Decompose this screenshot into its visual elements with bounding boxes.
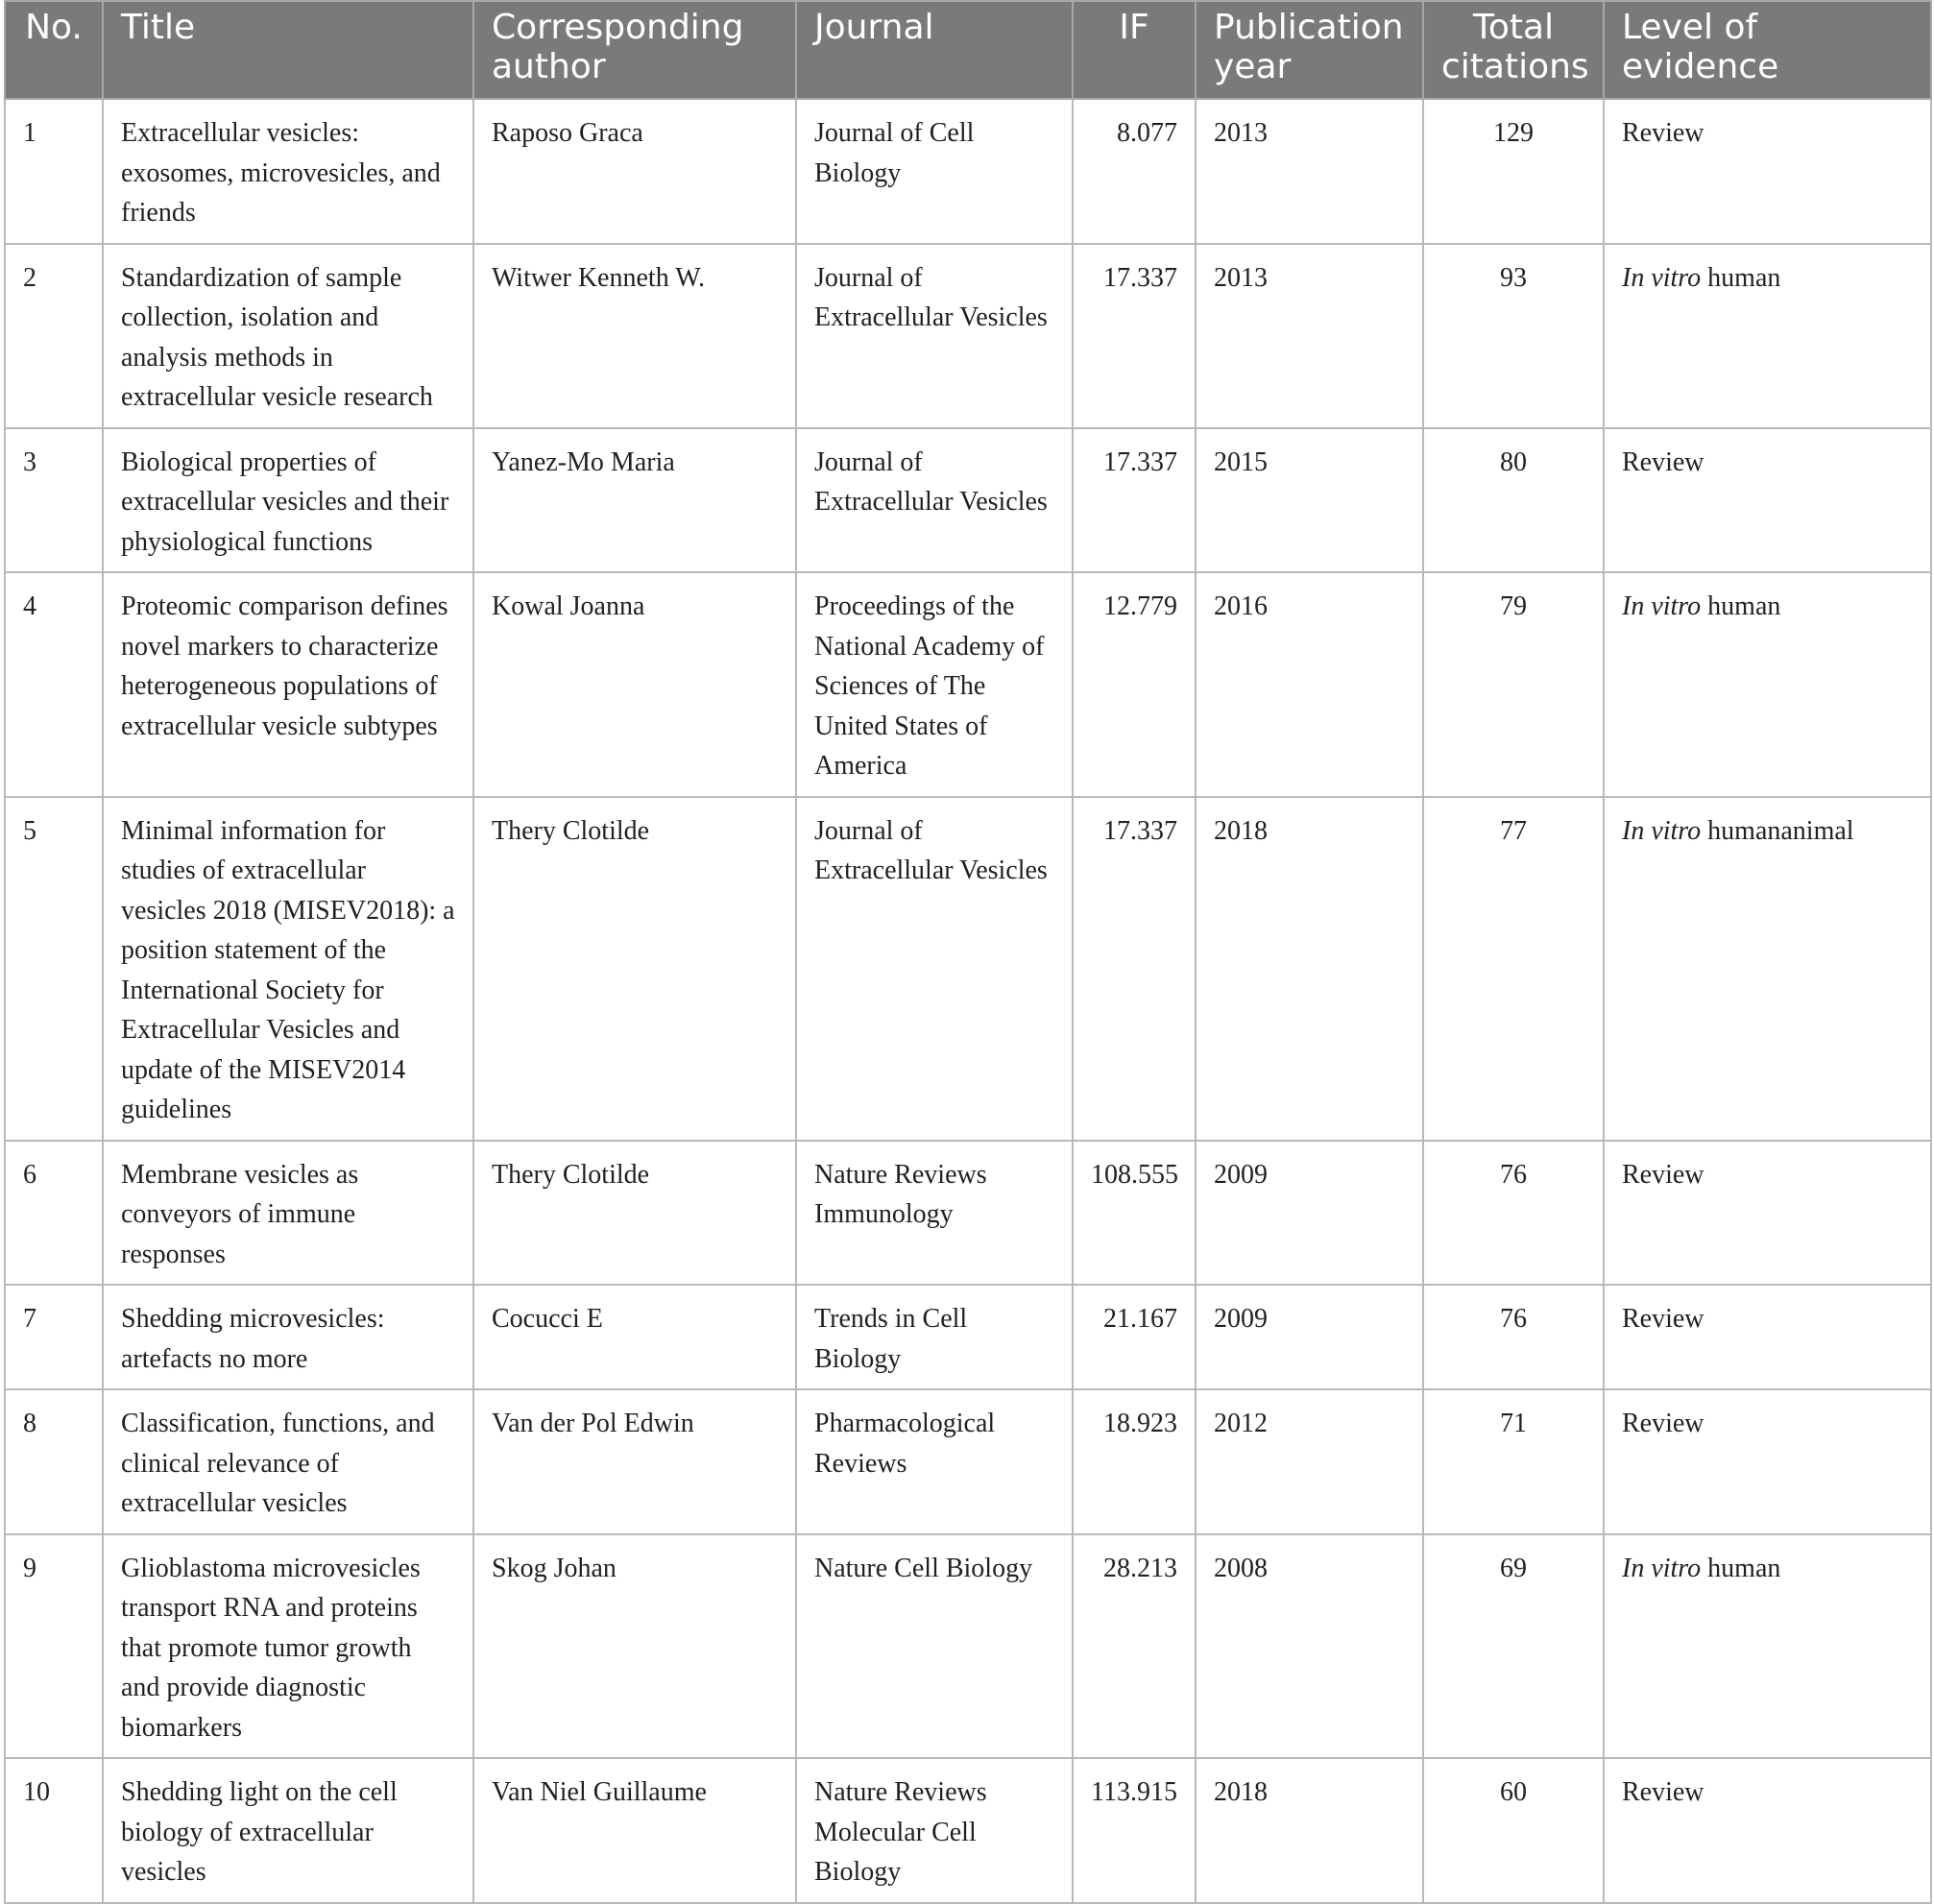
cell-year: 2016 [1196,572,1423,797]
cell-author: Raposo Graca [473,99,796,244]
cell-citations: 71 [1423,1389,1604,1534]
cell-journal: Journal of Extracellular Vesicles [796,797,1073,1141]
header-if: IF [1073,1,1196,99]
cell-citations: 79 [1423,572,1604,797]
cell-journal: Journal of Cell Biology [796,99,1073,244]
cell-title: Classification, functions, and clinical relevance of extracellular vesicles [103,1389,473,1534]
cell-author: Van der Pol Edwin [473,1389,796,1534]
evidence-text: Review [1622,1409,1704,1438]
cell-citations: 76 [1423,1285,1604,1389]
cell-author: Skog Johan [473,1534,796,1759]
table-row [5,244,1931,428]
evidence-text: Review [1622,118,1704,148]
cell-citations: 93 [1423,244,1604,428]
cell-title: Membrane vesicles as conveyors of immune responses [103,1141,473,1286]
table-row [5,1141,1931,1286]
cell-if: 8.077 [1073,99,1196,244]
evidence-italic: In vitro [1622,1553,1702,1583]
cell-no: 2 [5,244,103,428]
cell-title: Glioblastoma microvesicles transport RNA and proteins that promote tumor growth and provide diagnostic biomarkers [103,1534,473,1759]
cell-journal: Nature Reviews Immunology [796,1141,1073,1286]
cell-author: Thery Clotilde [473,1141,796,1286]
cell-year: 2009 [1196,1285,1423,1389]
cell-citations: 69 [1423,1534,1604,1759]
cell-title: Minimal information for studies of extracellular vesicles 2018 (MISEV2018): a position statement of the International Society for Extracellular Vesicles and update of the MISEV2014 guidelines [103,797,473,1141]
cell-evidence [1604,244,1931,428]
cell-if: 28.213 [1073,1534,1196,1759]
cell-title: Shedding light on the cell biology of extracellular vesicles [103,1758,473,1903]
cell-no: 7 [5,1285,103,1389]
evidence-italic: In vitro [1622,262,1702,293]
cell-title: Extracellular vesicles: exosomes, microvesicles, and friends [103,99,473,244]
table-row [5,797,1931,1141]
cell-no: 4 [5,572,103,797]
cell-author: Yanez-Mo Maria [473,428,796,573]
cell-if: 18.923 [1073,1389,1196,1534]
cell-evidence [1604,428,1931,573]
table-row [5,1389,1931,1534]
cell-citations: 80 [1423,428,1604,573]
header-citations: Total citations [1423,1,1604,99]
cell-if: 17.337 [1073,428,1196,573]
cell-year: 2013 [1196,99,1423,244]
cell-journal: Nature Cell Biology [796,1534,1073,1759]
header-journal: Journal [796,1,1073,99]
cell-citations: 76 [1423,1141,1604,1286]
cell-author: Thery Clotilde [473,797,796,1141]
cell-citations: 60 [1423,1758,1604,1903]
cell-evidence [1604,797,1931,1141]
evidence-text: Review [1622,1304,1704,1334]
header-evidence: Level of evidence [1604,1,1931,99]
cell-year: 2012 [1196,1389,1423,1534]
cell-year: 2013 [1196,244,1423,428]
cell-no: 8 [5,1389,103,1534]
table-row [5,99,1931,244]
cell-title: Biological properties of extracellular vesicles and their physiological functions [103,428,473,573]
header-year: Publication year [1196,1,1423,99]
evidence-text: Review [1622,1159,1704,1190]
evidence-text: human [1701,262,1781,293]
cell-no: 1 [5,99,103,244]
table-row [5,1534,1931,1759]
cell-title: Shedding microvesicles: artefacts no more [103,1285,473,1389]
cell-no: 3 [5,428,103,573]
cell-no: 9 [5,1534,103,1759]
cell-no: 6 [5,1141,103,1286]
header-row [5,1,1931,99]
header-author: Corresponding author [473,1,796,99]
cell-year: 2009 [1196,1141,1423,1286]
cell-if: 12.779 [1073,572,1196,797]
cell-author: Witwer Kenneth W. [473,244,796,428]
cell-year: 2008 [1196,1534,1423,1759]
cell-evidence [1604,572,1931,797]
cell-evidence [1604,1758,1931,1903]
evidence-text: Review [1622,1777,1704,1807]
evidence-italic: In vitro [1622,591,1702,621]
cell-if: 17.337 [1073,244,1196,428]
evidence-text: human [1701,1553,1781,1583]
table-row [5,1758,1931,1903]
cell-journal: Nature Reviews Molecular Cell Biology [796,1758,1073,1903]
cell-journal: Proceedings of the National Academy of Sciences of The United States of America [796,572,1073,797]
cell-author: Kowal Joanna [473,572,796,797]
cell-evidence [1604,1534,1931,1759]
cell-citations: 77 [1423,797,1604,1141]
table-row [5,1285,1931,1389]
evidence-italic: In vitro [1622,815,1702,846]
cell-year: 2018 [1196,797,1423,1141]
cell-journal: Journal of Extracellular Vesicles [796,428,1073,573]
table-row [5,428,1931,573]
header-no: No. [5,1,103,99]
cell-if: 21.167 [1073,1285,1196,1389]
cell-author: Cocucci E [473,1285,796,1389]
table-row [5,572,1931,797]
cell-author: Van Niel Guillaume [473,1758,796,1903]
cell-evidence [1604,1141,1931,1286]
evidence-text: Review [1622,446,1704,477]
header-title: Title [103,1,473,99]
cell-no: 5 [5,797,103,1141]
cell-evidence [1604,99,1931,244]
cell-evidence [1604,1389,1931,1534]
cell-year: 2018 [1196,1758,1423,1903]
evidence-text: human [1701,591,1781,621]
cell-journal: Journal of Extracellular Vesicles [796,244,1073,428]
cell-title: Standardization of sample collection, isolation and analysis methods in extracellular vesicle research [103,244,473,428]
cell-no: 10 [5,1758,103,1903]
cell-title: Proteomic comparison defines novel markers to characterize heterogeneous populations of extracellular vesicle subtypes [103,572,473,797]
cell-if: 108.555 [1073,1141,1196,1286]
cell-evidence [1604,1285,1931,1389]
cell-journal: Pharmacological Reviews [796,1389,1073,1534]
cell-if: 17.337 [1073,797,1196,1141]
citations-table [4,0,1932,1904]
cell-citations: 129 [1423,99,1604,244]
cell-journal: Trends in Cell Biology [796,1285,1073,1389]
cell-if: 113.915 [1073,1758,1196,1903]
cell-year: 2015 [1196,428,1423,573]
evidence-text: humananimal [1701,815,1854,846]
